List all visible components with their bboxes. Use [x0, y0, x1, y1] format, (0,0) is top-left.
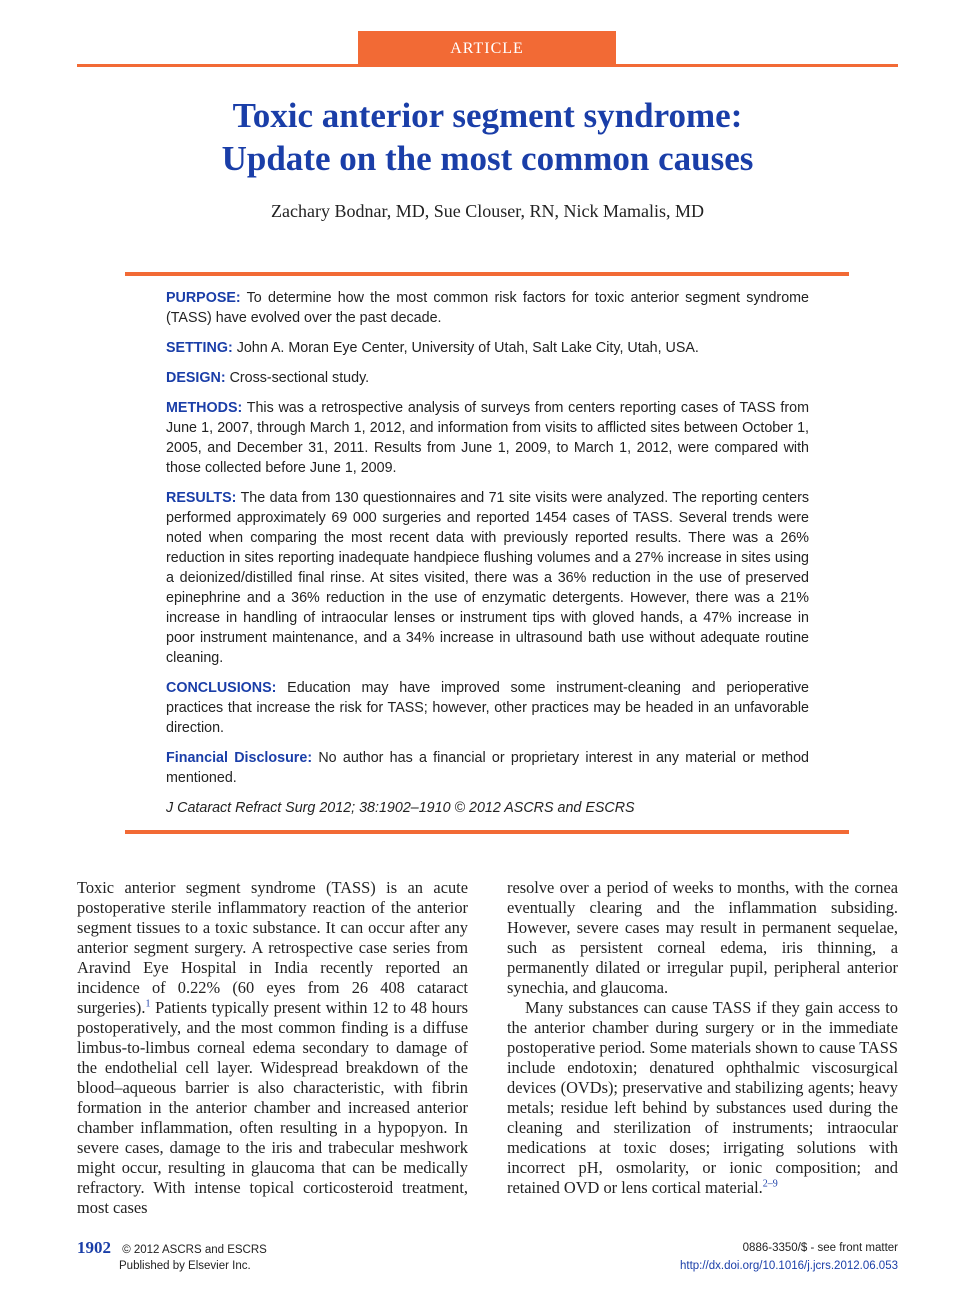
author-list: Zachary Bodnar, MD, Sue Clouser, RN, Nick Mamalis, MD [271, 201, 704, 221]
journal-citation: J Cataract Refract Surg 2012; 38:1902–1910 © 2012 ASCRS and ESCRS [166, 800, 635, 816]
footer-publisher: Published by Elsevier Inc. [119, 1260, 251, 1272]
abstract-setting [166, 338, 809, 358]
abstract-design [166, 368, 809, 388]
section-tag: ARTICLE [358, 31, 616, 65]
disclosure-text: No author has a financial or proprietary interest in any material or method mentioned. [166, 750, 810, 786]
abstract [166, 288, 809, 828]
footer-issn: 0886-3350/$ - see front matter [742, 1242, 898, 1254]
title-line-2: Update on the most common causes [221, 139, 754, 178]
results-text: The data from 130 questionnaires and 71 site visits were analyzed. The reporting centers performed approximately 69 000 surgeries and reported 1454 cases of TASS. Several trends were noted when comparing the most recent data with previously reported results. There was a 26% reduction in sites reporting inadequate handpiece flushing volumes and a 27% increase in sites using a deionized/distilled final rinse. At sites visited, there was a 36% reduction in the use of preserved epinephrine and a 36% reduction in the use of enzymatic detergents. However, there was a 21% increase in handling of intraocular lenses or instrument tips with gloved hands, a 47% increase in poor instrument maintenance, and a 34% increase in ultrasound bath use without adequate routine cleaning. [166, 490, 809, 666]
design-label: DESIGN: [166, 370, 226, 386]
body-column-right [507, 878, 898, 1198]
abstract-top-rule [125, 272, 849, 276]
results-label: RESULTS: [166, 490, 237, 506]
body-paragraph: resolve over a period of weeks to months, with the cornea eventually clearing and the inflammation subsiding. However, severe cases may result in permanent sequelae, such as persistent corneal edema, iris thinning, a permanently dilated or irregular pupil, peripheral anterior synechia, and glaucoma. [507, 878, 898, 997]
footer-copyright: © 2012 ASCRS and ESCRS [122, 1244, 267, 1256]
setting-label: SETTING: [166, 340, 233, 356]
body-text: Toxic anterior segment syndrome (TASS) is an acute postoperative sterile inflammatory reaction of the anterior segment tissues to a toxic substance. It can occur after any anterior segment surgery. A retrospective case series from Aravind Eye Hospital in India recently reported an incidence of 0.22% (60 eyes from 26 408 cataract surgeries). [77, 878, 468, 1017]
abstract-disclosure [166, 748, 809, 788]
page-number: 1902 [77, 1238, 111, 1257]
header-rule [77, 64, 898, 67]
article-title [77, 94, 898, 180]
body-paragraph [77, 878, 468, 1218]
title-line-1: Toxic anterior segment syndrome: [232, 96, 743, 135]
purpose-label: PURPOSE: [166, 290, 241, 306]
abstract-conclusions [166, 678, 809, 738]
conclusions-text: Education may have improved some instrument-cleaning and perioperative practices that increase the risk for TASS; however, other practices may be headed in an unfavorable direction. [166, 680, 809, 736]
methods-text: This was a retrospective analysis of surveys from centers reporting cases of TASS from June 1, 2007, through March 1, 2012, and information from visits to afflicted sites between October 1, 2005, and December 31, 2011. Results from June 1, 2009, to March 1, 2012, were compared with those collected before June 1, 2009. [166, 400, 809, 476]
conclusions-label: CONCLUSIONS: [166, 680, 277, 696]
reference-link[interactable]: 1 [145, 998, 151, 1010]
abstract-purpose [166, 288, 809, 328]
abstract-results [166, 488, 809, 668]
body-column-left [77, 878, 468, 1218]
abstract-bottom-rule [125, 830, 849, 834]
doi-link[interactable]: http://dx.doi.org/10.1016/j.jcrs.2012.06.053 [679, 1260, 898, 1272]
body-paragraph [507, 998, 898, 1198]
design-text: Cross-sectional study. [229, 370, 370, 386]
footer-left [77, 1238, 267, 1258]
reference-link[interactable]: 2–9 [762, 1178, 778, 1190]
purpose-text: To determine how the most common risk factors for toxic anterior segment syndrome (TASS) have evolved over the past decade. [166, 290, 809, 326]
body-text: Patients typically present within 12 to 48 hours postoperatively, and the most common finding is a diffuse limbus-to-limbus corneal edema secondary to damage of the endothelial cell layer. Widespread breakdown of the blood–aqueous barrier is also characteristic, with fibrin formation in the anterior chamber and increased anterior chamber inflammation, often resulting in a hypopyon. In severe cases, damage to the iris and trabecular meshwork might occur, resulting in glaucoma that can be medically refractory. With intense topical corticosteroid treatment, most cases [77, 998, 468, 1217]
methods-label: METHODS: [166, 400, 243, 416]
setting-text: John A. Moran Eye Center, University of Utah, Salt Lake City, Utah, USA. [236, 340, 699, 356]
abstract-methods [166, 398, 809, 478]
disclosure-label: Financial Disclosure: [166, 750, 313, 766]
body-text: Many substances can cause TASS if they gain access to the anterior chamber during surgery or in the immediate postoperative period. Some materials shown to cause TASS include endotoxin; denatured ophthalmic viscosurgical devices (OVDs); preservative and stabilizing agents; heavy metals; residue left behind by substances used during the cleaning and sterilization of instruments; intraocular medications at toxic doses; irrigating solutions with incorrect pH, osmolarity, or ionic composition; and retained OVD or lens cortical material. [507, 998, 898, 1197]
